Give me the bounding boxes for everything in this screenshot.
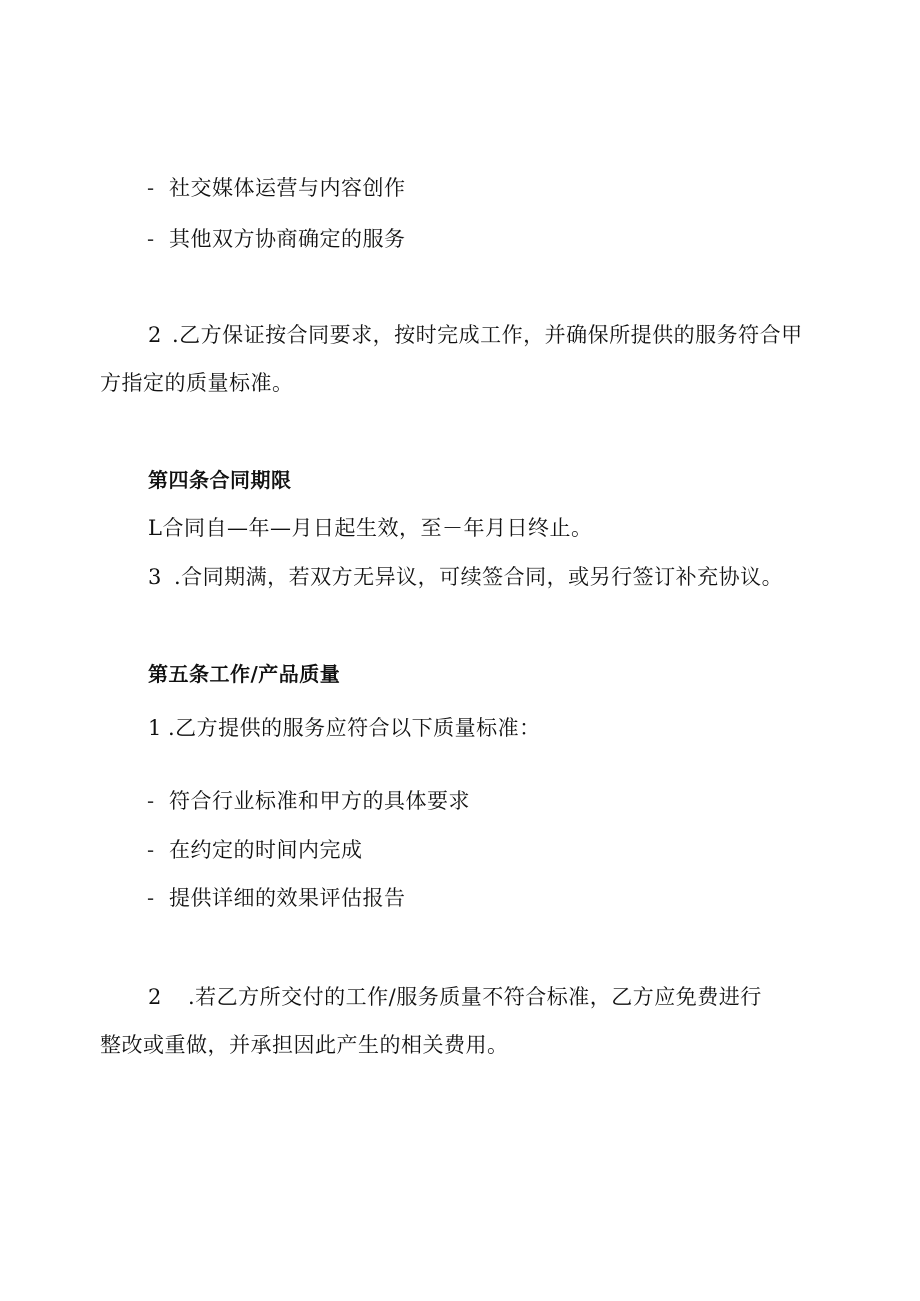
- clause-item: L合同自—年—月日起生效，至－年月日终止。: [148, 516, 593, 540]
- clause-text: .合同期满，若双方无异议，可续签合同，或另行签订补充协议。: [174, 565, 784, 589]
- bullet-marker: -: [147, 886, 155, 910]
- clause-text: .乙方提供的服务应符合以下质量标准：: [168, 716, 541, 740]
- list-item: [147, 884, 406, 912]
- bullet-marker: -: [147, 838, 155, 862]
- clause-number: 1: [148, 716, 162, 740]
- clause-continuation: 整改或重做，并承担因此产生的相关费用。: [100, 1033, 509, 1057]
- clause-item: [148, 563, 783, 591]
- clause-text: .若乙方所交付的工作/服务质量不符合标准，乙方应免费进行: [188, 985, 762, 1009]
- clause-item: [148, 321, 803, 349]
- clause-continuation: 方指定的质量标准。: [100, 371, 294, 395]
- list-item-text: 在约定的时间内完成: [169, 838, 363, 862]
- list-item: [147, 787, 470, 815]
- article-heading: 第四条合同期限: [148, 468, 292, 492]
- list-item: [147, 836, 363, 864]
- list-item-text: 符合行业标准和甲方的具体要求: [169, 789, 470, 813]
- clause-number: 2: [148, 323, 162, 347]
- bullet-marker: -: [147, 789, 155, 813]
- list-item: [147, 225, 406, 253]
- clause-item: [148, 983, 762, 1011]
- clause-number: 2: [148, 985, 162, 1009]
- list-item-text: 社交媒体运营与内容创作: [169, 176, 406, 200]
- list-item: [147, 174, 406, 202]
- list-item-text: 提供详细的效果评估报告: [169, 886, 406, 910]
- clause-item: [148, 714, 541, 742]
- article-heading: 第五条工作/产品质量: [148, 662, 341, 686]
- bullet-marker: -: [147, 227, 155, 251]
- list-item-text: 其他双方协商确定的服务: [169, 227, 406, 251]
- clause-text: .乙方保证按合同要求，按时完成工作，并确保所提供的服务符合甲: [172, 323, 803, 347]
- bullet-marker: -: [147, 176, 155, 200]
- clause-number: 3: [148, 565, 162, 589]
